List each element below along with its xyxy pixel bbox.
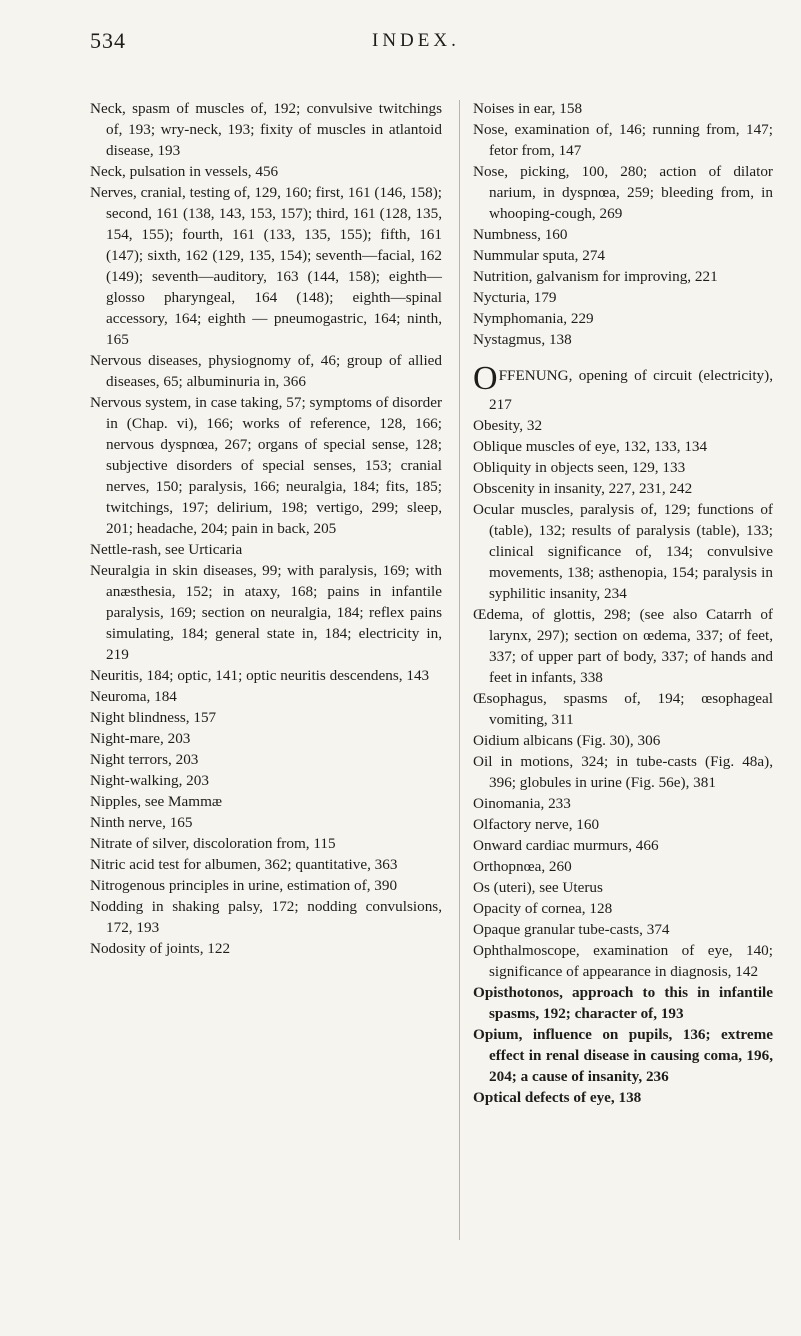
index-entry: Ophthalmoscope, examination of eye, 140; significance of appearance in diagnosis, 142 <box>473 942 773 980</box>
index-entry: Neuroma, 184 <box>90 688 177 705</box>
column-divider <box>459 100 460 1240</box>
index-entry: Nipples, see Mammæ <box>90 793 223 810</box>
index-entry: Nettle-rash, see Urticaria <box>90 541 243 558</box>
index-entry: Neck, pulsation in vessels, 456 <box>90 163 279 180</box>
index-entry: Oinomania, 233 <box>473 795 571 812</box>
index-entry: Neuralgia in skin diseases, 99; with paralysis, 169; with anæsthesia, 152; in ataxy, 168; pains in infantile paralysis, 169; section on neuralgia, 184; reflex pains simulating, 184; general state in, 184; electricity in, 219 <box>90 562 442 663</box>
page-number: 534 <box>90 28 126 53</box>
index-entry: Nitrate of silver, discoloration from, 115 <box>90 835 336 852</box>
index-entry: Nervous system, in case taking, 57; symptoms of disorder in (Chap. vi), 166; works of reference, 128, 166; nervous dyspnœa, 267; organs of special sense, 128; subjective disorders of special senses, 153; cranial nerves, 150; paralysis, 166; neuralgia, 184; fits, 185; twitchings, 197; delirium, 198; vertigo, 299; sleep, 201; headache, 204; pain in back, 205 <box>90 394 442 537</box>
index-entry: Olfactory nerve, 160 <box>473 816 600 833</box>
index-entry: Nitrogenous principles in urine, estimation of, 390 <box>90 877 398 894</box>
index-entry: Opaque granular tube-casts, 374 <box>473 921 670 938</box>
index-entry: Night-mare, 203 <box>90 730 191 747</box>
index-entry: Onward cardiac murmurs, 466 <box>473 837 659 854</box>
index-entry: Nervous diseases, physiognomy of, 46; group of allied diseases, 65; albuminuria in, 366 <box>90 352 442 390</box>
index-entry: Night terrors, 203 <box>90 751 199 768</box>
index-entry: Oidium albicans (Fig. 30), 306 <box>473 732 661 749</box>
index-entry: Oil in motions, 324; in tube-casts (Fig. 48a), 396; globules in urine (Fig. 56e), 381 <box>473 753 773 791</box>
index-entry: Nycturia, 179 <box>473 289 557 306</box>
index-entry: Nose, examination of, 146; running from, 147; fetor from, 147 <box>473 121 773 159</box>
index-entry: Nose, picking, 100, 280; action of dilator narium, in dyspnœa, 259; bleeding from, in whooping-cough, 269 <box>473 163 773 222</box>
index-entry: Night-walking, 203 <box>90 772 209 789</box>
index-entry: Orthopnœa, 260 <box>473 858 572 875</box>
index-entry: Nummular sputa, 274 <box>473 247 606 264</box>
index-entry: Ninth nerve, 165 <box>90 814 193 831</box>
index-entry: Nodding in shaking palsy, 172; nodding convulsions, 172, 193 <box>90 898 442 936</box>
index-entry: Ocular muscles, paralysis of, 129; functions of (table), 132; results of paralysis (table), 133; clinical significance of, 134; convulsive movements, 138; asthenopia, 154; paralysis in syphilitic insanity, 234 <box>473 501 773 602</box>
index-entry: Opisthotonos, approach to this in infantile spasms, 192; character of, 193 <box>473 984 773 1022</box>
index-entry: Nystagmus, 138 <box>473 331 572 348</box>
index-entry: Os (uteri), see Uterus <box>473 879 603 896</box>
index-entry: Œdema, of glottis, 298; (see also Catarrh of larynx, 297); section on œdema, 337; of feet, 337; of upper part of body, 337; of hands and feet in infants, 338 <box>473 606 773 686</box>
index-entry: Obscenity in insanity, 227, 231, 242 <box>473 480 693 497</box>
index-entry: Opium, influence on pupils, 136; extreme effect in renal disease in causing coma, 196, 204; a cause of insanity, 236 <box>473 1026 773 1085</box>
index-entry: Neuritis, 184; optic, 141; optic neuritis descendens, 143 <box>90 667 430 684</box>
index-entry: Obesity, 32 <box>473 417 543 434</box>
index-entry: Nutrition, galvanism for improving, 221 <box>473 268 718 285</box>
index-entry: Nitric acid test for albumen, 362; quantitative, 363 <box>90 856 398 873</box>
index-entry: Nodosity of joints, 122 <box>90 940 231 957</box>
index-entry: Optical defects of eye, 138 <box>473 1089 642 1106</box>
index-entry: Neck, spasm of muscles of, 192; convulsive twitchings of, 193; wry-neck, 193; fixity of muscles in atlantoid disease, 193 <box>90 100 442 159</box>
left-index-column <box>90 98 442 959</box>
index-entry: Œsophagus, spasms of, 194; œsophageal vomiting, 311 <box>473 690 773 728</box>
section-o-first-entry <box>473 360 773 415</box>
index-entry: Obliquity in objects seen, 129, 133 <box>473 459 686 476</box>
index-entry: Oblique muscles of eye, 132, 133, 134 <box>473 438 708 455</box>
index-entry: Noises in ear, 158 <box>473 100 583 117</box>
index-entry: Numbness, 160 <box>473 226 568 243</box>
index-entry: Nymphomania, 229 <box>473 310 594 327</box>
index-entry: Nerves, cranial, testing of, 129, 160; first, 161 (146, 158); second, 161 (138, 143, 153, 157); third, 161 (128, 135, 154, 155); fourth, 161 (133, 135, 155); fifth, 161 (147); sixth, 162 (129, 135, 154); seventh—facial, 162 (149); seventh—auditory, 163 (144, 158); eighth—glosso pharyngeal, 164 (148); eighth—spinal accessory, 164; eighth — pneumogastric, 164; ninth, 165 <box>90 184 442 348</box>
right-index-column <box>473 98 773 1108</box>
section-o-first-entry-text: FFENUNG, opening of circuit (electricity), 217 <box>489 367 773 413</box>
running-title: INDEX. <box>372 30 460 51</box>
index-entry: Night blindness, 157 <box>90 709 217 726</box>
drop-capital: O <box>473 360 498 397</box>
index-entry: Opacity of cornea, 128 <box>473 900 613 917</box>
